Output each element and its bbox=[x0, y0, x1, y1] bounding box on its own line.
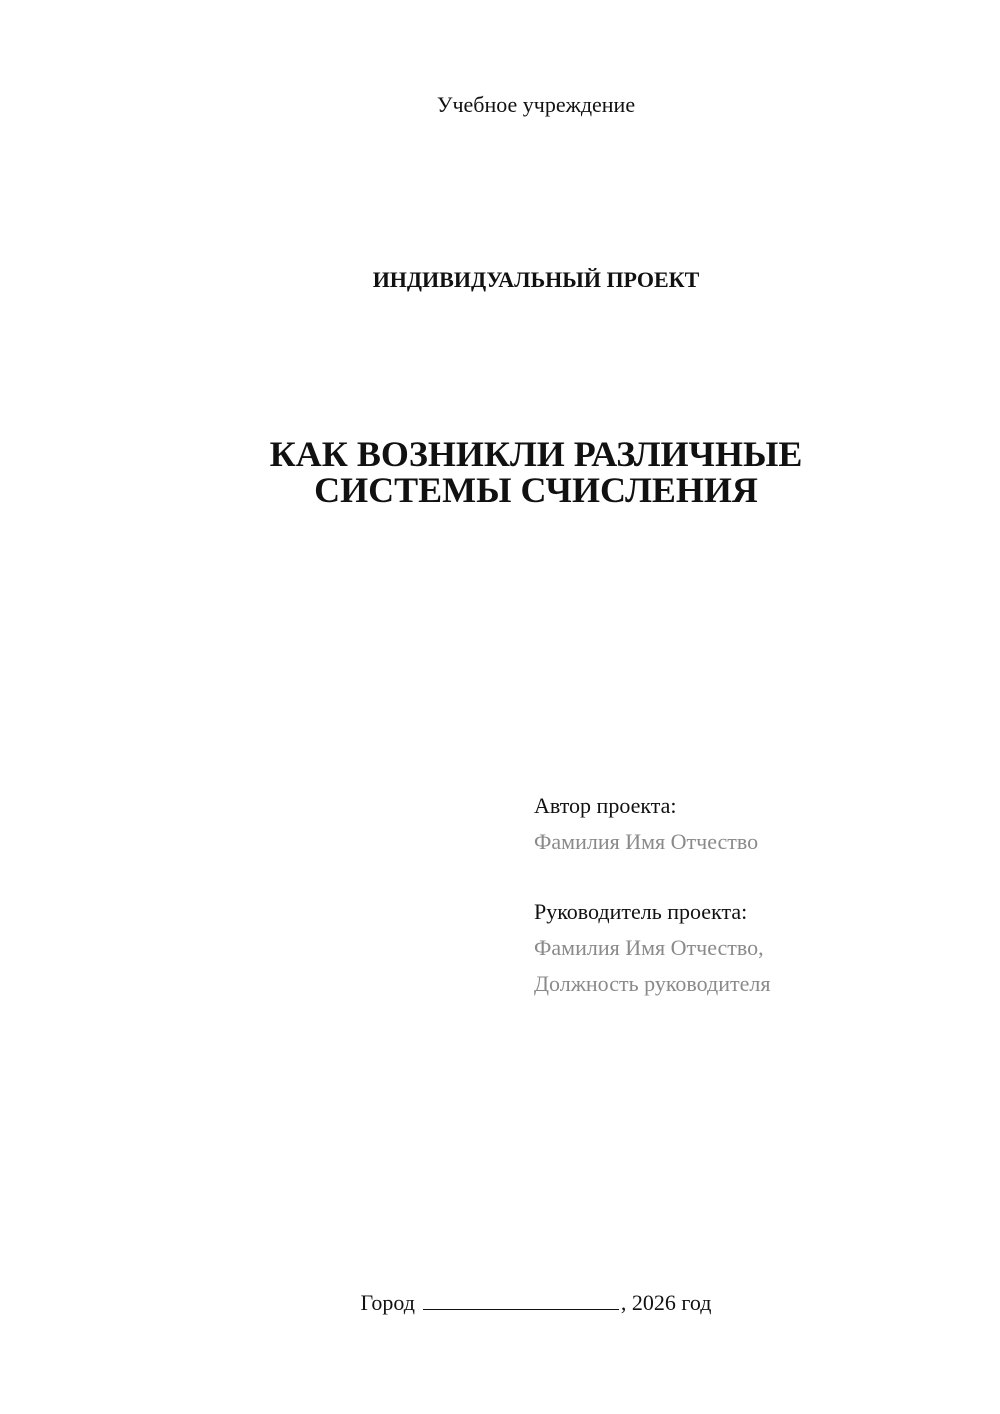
project-type-heading: ИНДИВИДУАЛЬНЫЙ ПРОЕКТ bbox=[372, 267, 700, 292]
author-name-placeholder: Фамилия Имя Отчество bbox=[534, 829, 759, 854]
city-label: Город bbox=[360, 1290, 415, 1315]
city-year-footer bbox=[0, 1290, 1000, 1316]
institution-name: Учебное учреждение bbox=[436, 92, 636, 117]
supervisor-position-placeholder: Должность руководителя bbox=[534, 971, 771, 996]
project-title-line-1: КАК ВОЗНИКЛИ РАЗЛИЧНЫЕ bbox=[269, 434, 803, 474]
author-label: Автор проекта: bbox=[534, 793, 677, 818]
year-text: , 2026 год bbox=[620, 1290, 712, 1315]
supervisor-label: Руководитель проекта: bbox=[534, 899, 748, 924]
project-title-line-2: СИСТЕМЫ СЧИСЛЕНИЯ bbox=[314, 470, 758, 510]
supervisor-name-placeholder: Фамилия Имя Отчество, bbox=[534, 935, 764, 960]
credits-spacer bbox=[534, 860, 770, 894]
project-title bbox=[0, 436, 1000, 508]
city-blank-line bbox=[423, 1291, 619, 1310]
project-credits bbox=[534, 788, 770, 1002]
